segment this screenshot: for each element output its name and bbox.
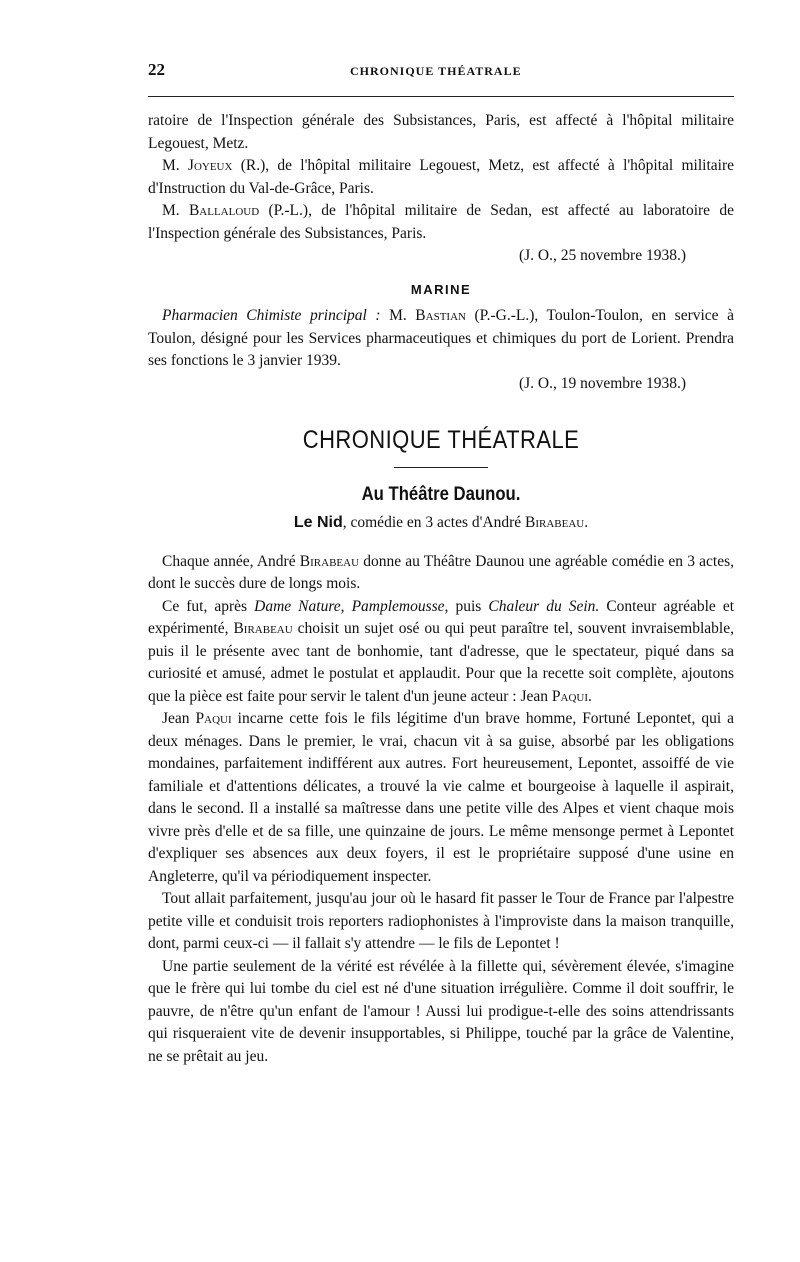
- paragraph-joyeux: M. Joyeux (R.), de l'hôpital militaire Legouest, Metz, est affecté à l'hôpital militaire d'Instruction du Val-de-Grâce, Paris.: [148, 157, 734, 197]
- marine-heading: MARINE: [410, 281, 472, 297]
- paragraph-5: Une partie seulement de la vérité est révélée à la fillette qui, sévèrement élevée, s'imagine que le frère qui lui tombe du ciel est né d'une situation irrégulière. Comme il doit souffrir, le pauvre, de n'être qu'un enfant de l'amour ! Aussi lui prodigue-t-elle des soins attendrissants qui risqueraient vite de devenir insupportables, si Philippe, touché par la grâce de Valentine, ne se prêtait au jeu.: [148, 957, 734, 1065]
- page-content: [148, 110, 734, 1068]
- paragraph-ballaloud: M. Ballaloud (P.-L.), de l'hôpital militaire de Sedan, est affecté au laboratoire de l'Inspection générale des Subsistances, Paris.: [148, 202, 734, 242]
- paragraph-4: Tout allait parfaitement, jusqu'au jour où le hasard fit passer le Tour de France par l'alpestre petite ville et conduisit trois reporters radiophonistes à l'improviste dans la maison tranquille, dont, parmi ceux-ci — il fallait s'y attendre — le fils de Lepontet !: [148, 890, 734, 952]
- citation-jo-25: (J. O., 25 novembre 1938.): [518, 247, 686, 264]
- title-rule: [394, 467, 488, 468]
- paragraph-bastian: Pharmacien Chimiste principal : M. Bastian (P.-G.-L.), Toulon-Toulon, en service à Toulon, désigné pour les Services pharmaceutiques et chimiques du port de Lorient. Prendra ses fonctions le 3 janvier 1939.: [148, 307, 734, 369]
- page-number: 22: [148, 60, 165, 79]
- paragraph-continuation: ratoire de l'Inspection générale des Subsistances, Paris, est affecté à l'hôpital militaire Legouest, Metz.: [148, 112, 734, 152]
- paragraph-2: Ce fut, après Dame Nature, Pamplemousse, puis Chaleur du Sein. Conteur agréable et expérimenté, Birabeau choisit un sujet osé ou qui peut paraître tel, souvent invraisemblable, puis il le présente avec tant de bonhomie, tant d'adresse, que le spectateur, piqué dans sa curiosité et amusé, admet le postulat et applaudit. Pour que la recette soit complète, ajoutons que la pièce est faite pour servir le talent d'un jeune acteur : Jean Paqui.: [148, 597, 735, 705]
- theatre-subtitle: Au Théâtre Daunou.: [361, 483, 521, 505]
- paragraph-3: Jean Paqui incarne cette fois le fils légitime d'un brave homme, Fortuné Lepontet, qui a deux ménages. Dans le premier, le vrai, chacun vit à sa guise, absorbé par les obligations mondaines, parfaitement indifférent aux autres. Fort heureusement, Lepontet, assoiffé de vie familiale et d'attentions délicates, a trouvé la vie calme et bourgeoise à laquelle il aspirait, dans le second. Il a installé sa maîtresse dans une petite ville des Alpes et vient chaque mois vivre près d'elle et de sa fille, une quinzaine de jours. Le même mensonge permet à Lepontet d'expliquer ses absences aux deux foyers, il est le propriétaire supposé d'une usine en Angleterre, qu'il va périodiquement inspecter.: [148, 710, 735, 885]
- play-line: Le Nid, comédie en 3 actes d'André Birabeau.: [293, 514, 589, 531]
- running-head: CHRONIQUE THÉATRALE: [350, 64, 522, 78]
- header-rule: [148, 96, 734, 97]
- section-title: CHRONIQUE THÉATRALE: [302, 426, 580, 454]
- paragraph-1: Chaque année, André Birabeau donne au Théâtre Daunou une agréable comédie en 3 actes, dont le succès dure de longs mois.: [148, 552, 734, 592]
- citation-jo-19: (J. O., 19 novembre 1938.): [518, 374, 686, 392]
